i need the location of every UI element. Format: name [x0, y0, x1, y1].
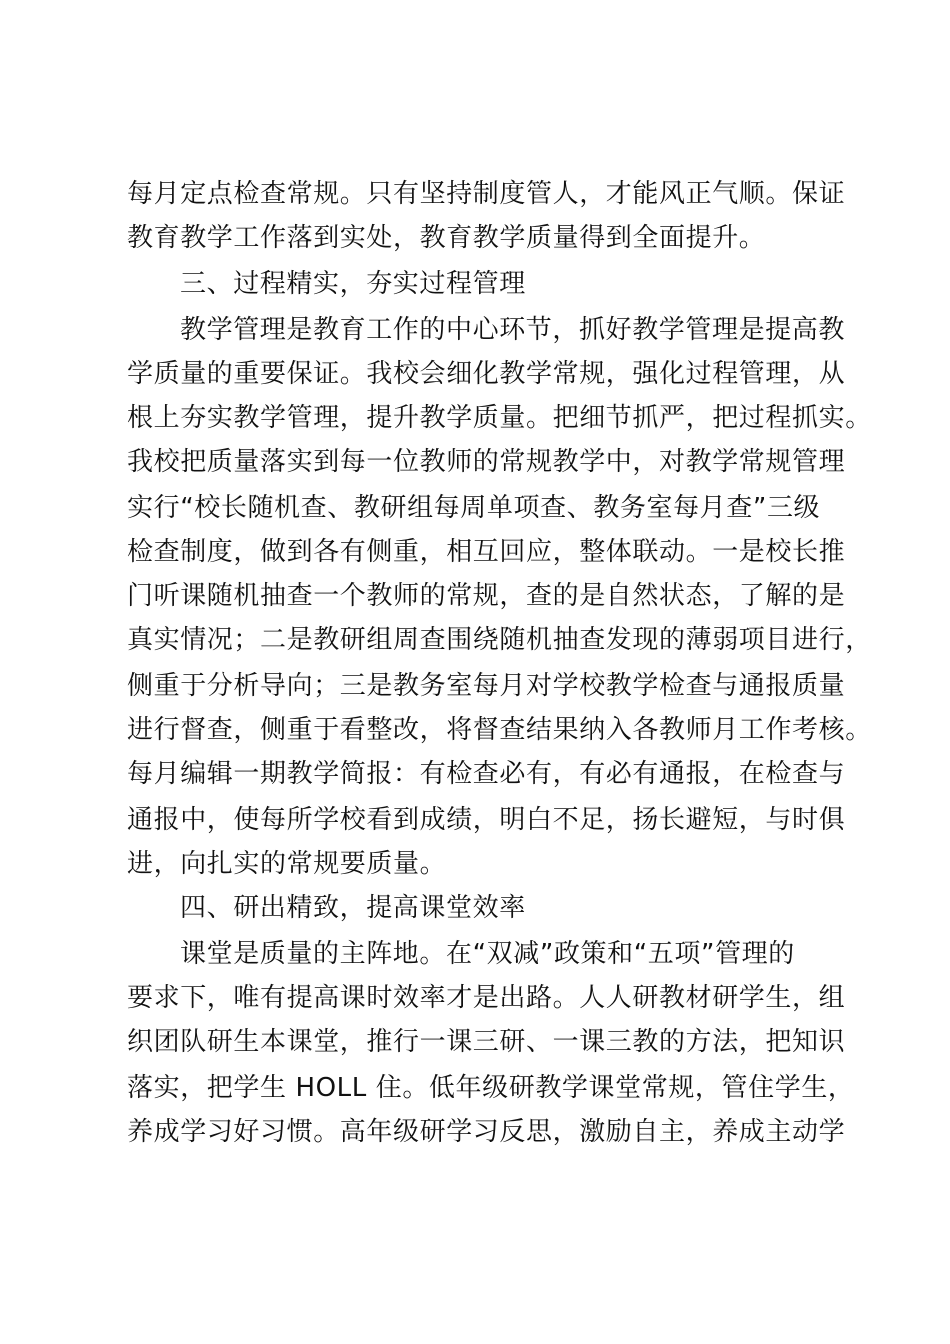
paragraph-line: 学质量的重要保证。我校会细化教学常规，强化过程管理，从	[127, 359, 846, 389]
paragraph-line: 养成学习好习惯。高年级研学习反思，激励自主，养成主动学	[127, 1117, 846, 1147]
paragraph-line: 我校把质量落实到每一位教师的常规教学中，对教学常规管理	[127, 447, 846, 477]
paragraph-line: 教学管理是教育工作的中心环节，抓好教学管理是提高教	[180, 315, 846, 345]
paragraph-line: 教育教学工作落到实处，教育教学质量得到全面提升。	[127, 223, 766, 253]
paragraph-line: 实行“校长随机查、教研组每周单项查、教务室每月查”三级	[127, 493, 821, 523]
paragraph-line: 课堂是质量的主阵地。在“双减”政策和“五项”管理的	[180, 939, 795, 969]
paragraph-line: 每月编辑一期教学简报：有检查必有，有必有通报，在检查与	[127, 759, 846, 789]
paragraph-line: 进，向扎实的常规要质量。	[127, 849, 447, 879]
section-heading: 四、研出精致，提高课堂效率	[180, 893, 526, 923]
paragraph-line: 每月定点检查常规。只有坚持制度管人，才能风正气顺。保证	[127, 179, 846, 209]
paragraph-line: 织团队研生本课堂，推行一课三研、一课三教的方法，把知识	[127, 1027, 846, 1057]
paragraph-line: 门听课随机抽查一个教师的常规，查的是自然状态，了解的是	[127, 581, 846, 611]
section-heading: 三、过程精实，夯实过程管理	[180, 269, 526, 299]
paragraph-line: 真实情况；二是教研组周查围绕随机抽查发现的薄弱项目进行，	[127, 625, 872, 655]
paragraph-line: 进行督查，侧重于看整改，将督查结果纳入各教师月工作考核。	[127, 715, 872, 745]
paragraph-line: 检查制度，做到各有侧重，相互回应，整体联动。一是校长推	[127, 537, 846, 567]
paragraph-line: 侧重于分析导向；三是教务室每月对学校教学检查与通报质量	[127, 671, 846, 701]
paragraph-line: 要求下，唯有提高课时效率才是出路。人人研教材研学生，组	[127, 983, 846, 1013]
paragraph-line: 落实，把学生 HOLL 住。低年级研教学课堂常规，管住学生，	[127, 1073, 855, 1103]
paragraph-line: 根上夯实教学管理，提升教学质量。把细节抓严，把过程抓实。	[127, 403, 872, 433]
paragraph-line: 通报中，使每所学校看到成绩，明白不足，扬长避短，与时俱	[127, 805, 846, 835]
